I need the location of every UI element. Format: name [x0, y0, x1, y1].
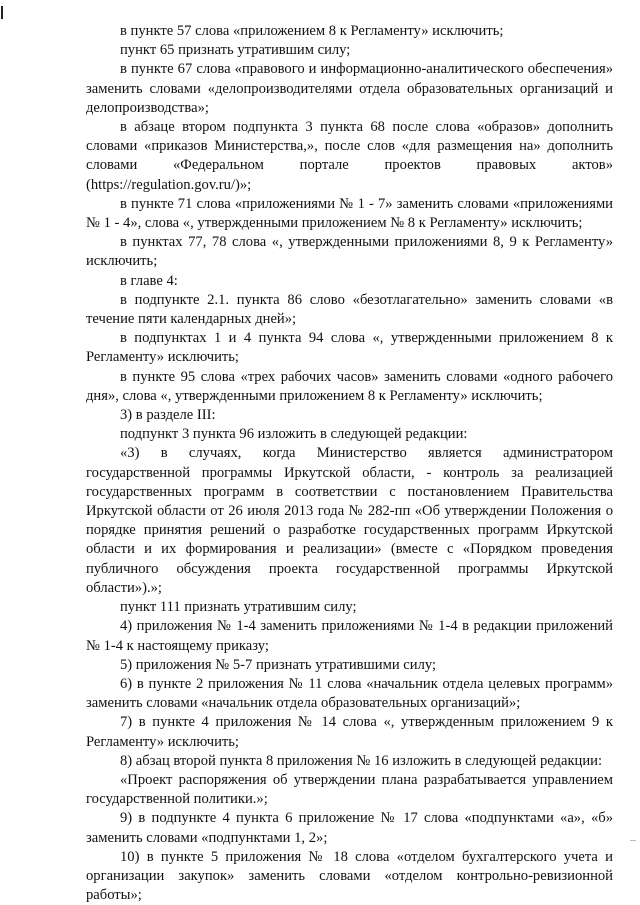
paragraph-9: в подпунктах 1 и 4 пункта 94 слова «, утвержденными приложением 8 к Регламенту» исключить; [86, 330, 613, 366]
paragraph-13: «3) в случаях, когда Министерство является администратором государственной программы Иркутской области, - контроль за реализацией государственных программ в соответствии с постановлением Правительства Иркутской области от 26 июля 2013 года № 282-пп «Об утверждении Положения о порядке принятия решений о разработке государственных программ Иркутской области и их формирования и реализации» (вместе с «Порядком проведения публичного обсуждения проекта государственной программы Иркутской области»).»; [86, 445, 613, 596]
paragraph-3: в пункте 67 слова «правового и информационно-аналитического обеспечения» заменить словами «делопроизводителями отдела образовательных организаций и делопроизводства»; [86, 61, 613, 116]
paragraph-19: 8) абзац второй пункта 8 приложения № 16 изложить в следующей редакции: [120, 752, 603, 769]
paragraph-16: 5) приложения № 5-7 признать утратившими силу; [120, 656, 437, 673]
paragraph-22: 10) в пункте 5 приложения № 18 слова «отделом бухгалтерского учета и организации закупок» заменить словами «отделом контрольно-ревизионной работы»; [86, 848, 613, 904]
paragraph-4: в абзаце втором подпункта 3 пункта 68 после слова «образов» дополнить словами «приказов Министерства,», после слов «для размещения на» дополнить словами «Федеральном портале проектов правовых актов» (https://regulation.gov.ru/)»; [86, 119, 613, 193]
paragraph-1: в пункте 57 слова «приложением 8 к Регламенту» исключить; [120, 23, 504, 39]
paragraph-21: 9) в подпункте 4 пункта 6 приложение № 17 слова «подпунктами «а», «б» заменить словами «подпунктами 1, 2»; [86, 810, 613, 846]
paragraph-10: в пункте 95 слова «трех рабочих часов» заменить словами «одного рабочего дня», слова «, утвержденными приложением 8 к Регламенту» исключить; [86, 368, 613, 404]
paragraph-11: 3) в разделе III: [120, 407, 216, 424]
paragraph-20: «Проект распоряжения об утверждении плана разрабатывается управлением государственной политики.»; [86, 771, 613, 808]
paragraph-15: 4) приложения № 1-4 заменить приложениями № 1-4 в редакции приложений № 1-4 к настоящему приказу; [86, 618, 613, 654]
paragraph-8: в подпункте 2.1. пункта 86 слово «безотлагательно» заменить словами «в течение пяти календарных дней»; [86, 291, 613, 328]
paragraph-17: 6) в пункте 2 приложения № 11 слова «начальник отдела целевых программ» заменить словами «начальник отдела образовательных организаций»; [86, 675, 613, 712]
paragraph-14: пункт 111 признать утратившим силу; [120, 599, 357, 616]
paragraph-12: подпункт 3 пункта 96 изложить в следующей редакции: [120, 426, 468, 443]
scan-edge-mark [1, 6, 3, 19]
paragraph-18: 7) в пункте 4 приложения № 14 слова «, утвержденным приложением 9 к Регламенту» исключить; [86, 714, 613, 750]
document-body [86, 22, 613, 905]
paragraph-5: в пункте 71 слова «приложениями № 1 - 7» заменить словами «приложениями № 1 - 4», слова «, утвержденными приложением № 8 к Регламенту» исключить; [86, 195, 613, 232]
paragraph-6: в пунктах 77, 78 слова «, утвержденными приложениями 8, 9 к Регламенту» исключить; [86, 234, 613, 270]
scan-speck [630, 840, 636, 841]
paragraph-2: пункт 65 признать утратившим силу; [120, 42, 351, 59]
paragraph-7: в главе 4: [120, 272, 178, 289]
